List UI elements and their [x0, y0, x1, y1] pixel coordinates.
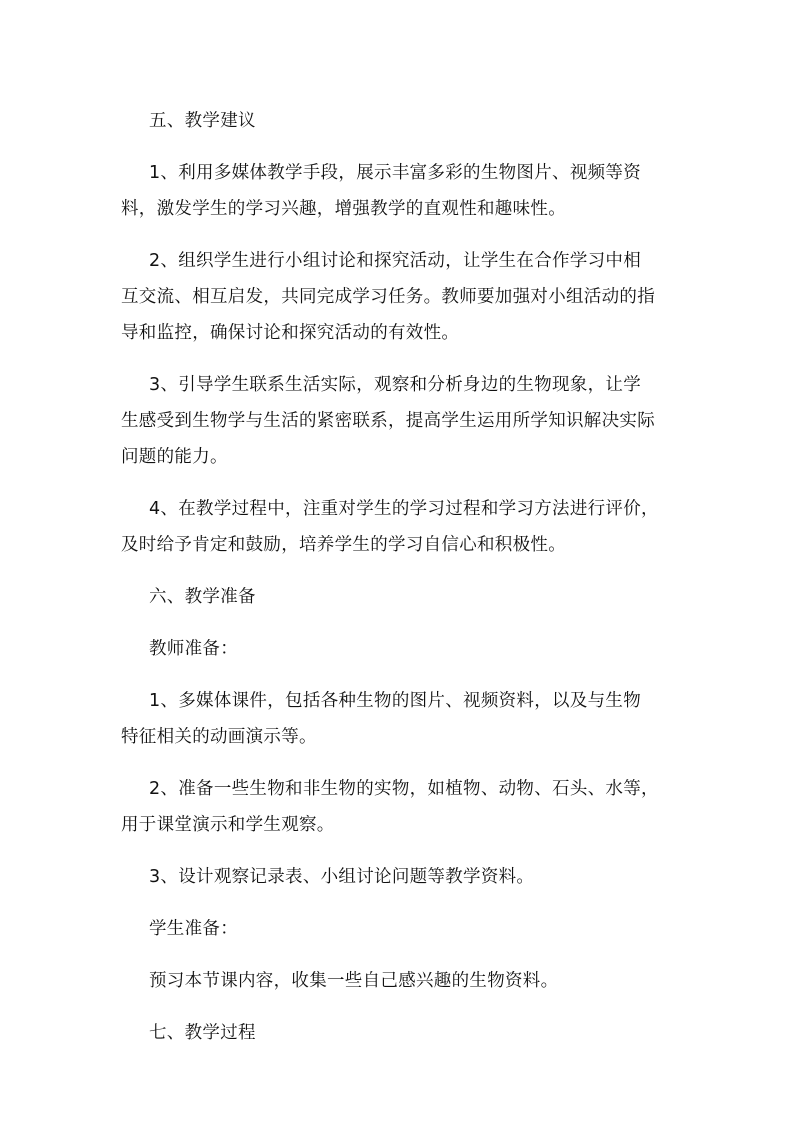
- paragraph-line: 1、利用多媒体教学手段，展示丰富多彩的生物图片、视频等资: [149, 163, 642, 183]
- suggestion-3: [121, 367, 681, 475]
- teacher-prep-title: [121, 631, 681, 667]
- section-heading-7: [121, 1015, 681, 1051]
- teacher-prep-3: [121, 859, 681, 895]
- paragraph-line: 4、在教学过程中，注重对学生的学习过程和学习方法进行评价，: [149, 499, 659, 519]
- paragraph-line: 2、组织学生进行小组讨论和探究活动，让学生在合作学习中相: [149, 251, 642, 271]
- teacher-prep-1: [121, 683, 681, 755]
- section-heading-6: [121, 579, 681, 615]
- paragraph-line: 料，激发学生的学习兴趣，增强教学的直观性和趣味性。: [121, 199, 566, 219]
- paragraph-line: 预习本节课内容，收集一些自己感兴趣的生物资料。: [149, 971, 559, 991]
- suggestion-4: [121, 491, 681, 563]
- paragraph-line: 及时给予肯定和鼓励，培养学生的学习自信心和积极性。: [121, 535, 566, 555]
- paragraph-line: 1、多媒体课件，包括各种生物的图片、视频资料，以及与生物: [149, 691, 642, 711]
- paragraph-line: 生感受到生物学与生活的紧密联系，提高学生运用所学知识解决实际: [121, 411, 655, 431]
- student-prep-1: [121, 963, 681, 999]
- paragraph-line: 七、教学过程: [149, 1023, 256, 1043]
- section-heading-5: [121, 103, 681, 139]
- paragraph-line: 2、准备一些生物和非生物的实物，如植物、动物、石头、水等，: [149, 779, 659, 799]
- paragraph-line: 互交流、相互启发，共同完成学习任务。教师要加强对小组活动的指: [121, 287, 655, 307]
- paragraph-line: 六、教学准备: [149, 587, 256, 607]
- paragraph-line: 用于课堂演示和学生观察。: [121, 815, 335, 835]
- paragraph-line: 五、教学建议: [149, 111, 256, 131]
- suggestion-1: [121, 155, 681, 227]
- teacher-prep-2: [121, 771, 681, 843]
- document-body: [121, 103, 681, 1051]
- paragraph-line: 教师准备：: [149, 639, 238, 659]
- paragraph-line: 3、引导学生联系生活实际，观察和分析身边的生物现象，让学: [149, 375, 642, 395]
- paragraph-line: 学生准备：: [149, 919, 238, 939]
- paragraph-line: 问题的能力。: [121, 447, 228, 467]
- student-prep-title: [121, 911, 681, 947]
- paragraph-line: 导和监控，确保讨论和探究活动的有效性。: [121, 323, 460, 343]
- paragraph-line: 特征相关的动画演示等。: [121, 727, 317, 747]
- suggestion-2: [121, 243, 681, 351]
- paragraph-line: 3、设计观察记录表、小组讨论问题等教学资料。: [149, 867, 535, 887]
